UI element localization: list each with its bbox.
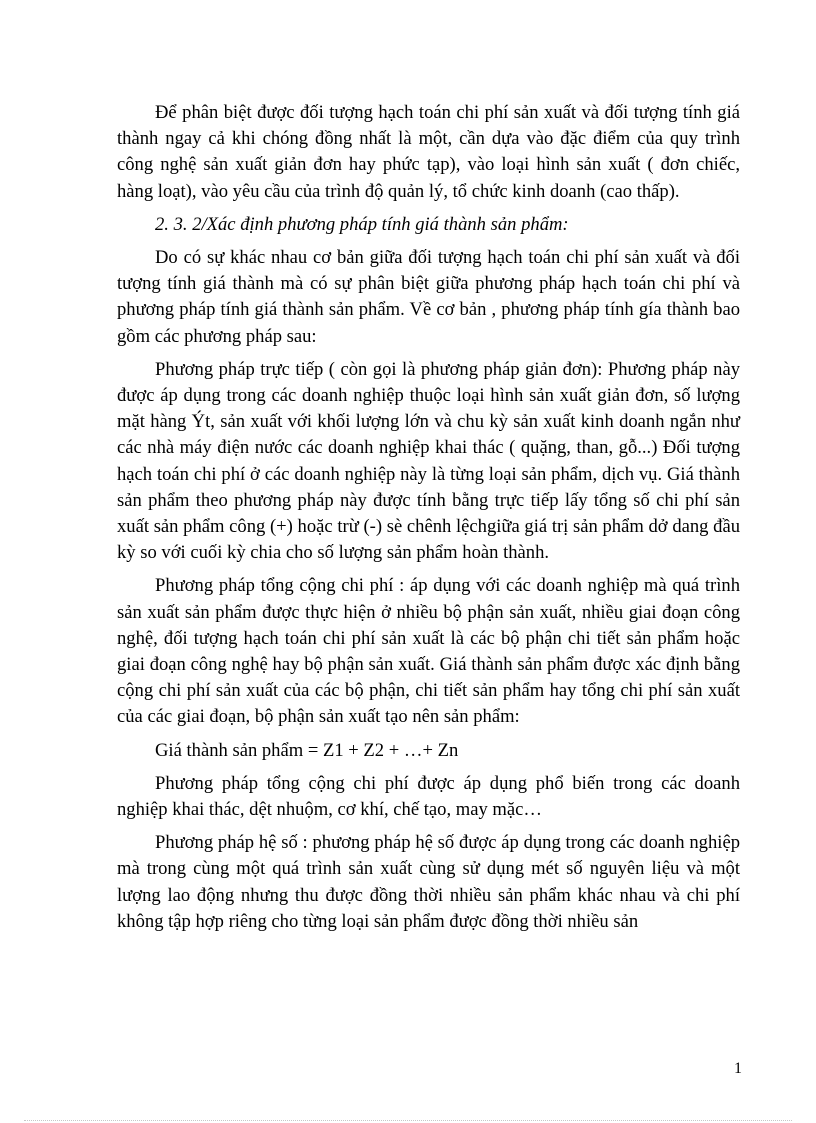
section-heading: 2. 3. 2/Xác định phương pháp tính giá thành sản phẩm: xyxy=(155,213,569,235)
direct-method-paragraph: Phương pháp trực tiếp ( còn gọi là phương pháp giản đơn): Phương pháp này được áp dụng trong các doanh nghiệp thuộc loại hình sản xuất giản đơn, số lượng mặt hàng Ýt, sản xuất với khối lượng lớn và chu kỳ sản xuất kinh doanh ngắn như các nhà máy điện nước các doanh nghiệp khai thác ( quặng, than, gỗ...) Đối tượng hạch toán chi phí ở các doanh nghiệp này là từng loại sản phẩm, dịch vụ. Giá thành sản phẩm theo phương pháp này được tính bằng trực tiếp lấy tổng số chi phí sản xuất sản phẩm công (+) hoặc trừ (-) sè chênh lệchgiữa giá trị sản phẩm dở dang đầu kỳ so với cuối kỳ chia cho số lượng sản phẩm hoàn thành. xyxy=(117,358,740,564)
page-body xyxy=(117,100,740,942)
summation-usage-paragraph: Phương pháp tổng cộng chi phí được áp dụng phổ biến trong các doanh nghiệp khai thác, dệt nhuộm, cơ khí, chế tạo, may mặc… xyxy=(117,772,740,821)
overview-paragraph: Do có sự khác nhau cơ bản giữa đối tượng hạch toán chi phí sản xuất và đối tượng tính giá thành mà có sự phân biệt giữa phương pháp hạch toán chi phí và phương pháp tính giá thành sản phẩm. Về cơ bản , phương pháp tính gía thành bao gồm các phương pháp sau: xyxy=(117,247,740,347)
summation-method-paragraph: Phương pháp tổng cộng chi phí : áp dụng với các doanh nghiệp mà quá trình sản xuất sản phẩm được thực hiện ở nhiều bộ phận sản xuất, nhiều giai đoạn công nghệ, đối tượng hạch toán chi phí sản xuất là các bộ phận chi tiết sản phẩm hoặc giai đoạn công nghệ hay bộ phận sản xuất. Giá thành sản phẩm được xác định bằng cộng chi phí sản xuất của các bộ phận, chi tiết sản phẩm hay tổng chi phí sản xuất của các giai đoạn, bộ phận sản xuất tạo nên sản phẩm: xyxy=(117,575,740,728)
page-bottom-divider xyxy=(24,1120,792,1121)
cost-formula: Giá thành sản phẩm = Z1 + Z2 + …+ Zn xyxy=(155,739,459,761)
intro-paragraph: Để phân biệt được đối tượng hạch toán chi phí sản xuất và đối tượng tính giá thành ngay cả khi chóng đồng nhất là một, cần dựa vào đặc điểm của quy trình công nghệ sản xuất giản đơn hay phức tạp), vào loại hình sản xuất ( đơn chiếc, hàng loạt), vào yêu cầu của trình độ quản lý, tổ chức kinh doanh (cao thấp). xyxy=(117,102,740,202)
coefficient-method-paragraph: Phương pháp hệ số : phương pháp hệ số được áp dụng trong các doanh nghiệp mà trong cùng một quá trình sản xuất cùng sử dụng mét số nguyên liệu và một lượng lao động nhưng thu được đồng thời nhiều sản phẩm khác nhau và chi phí không tập hợp riêng cho từng loại sản phẩm được đồng thời nhiều sản xyxy=(117,832,740,932)
page-number: 1 xyxy=(734,1060,742,1077)
